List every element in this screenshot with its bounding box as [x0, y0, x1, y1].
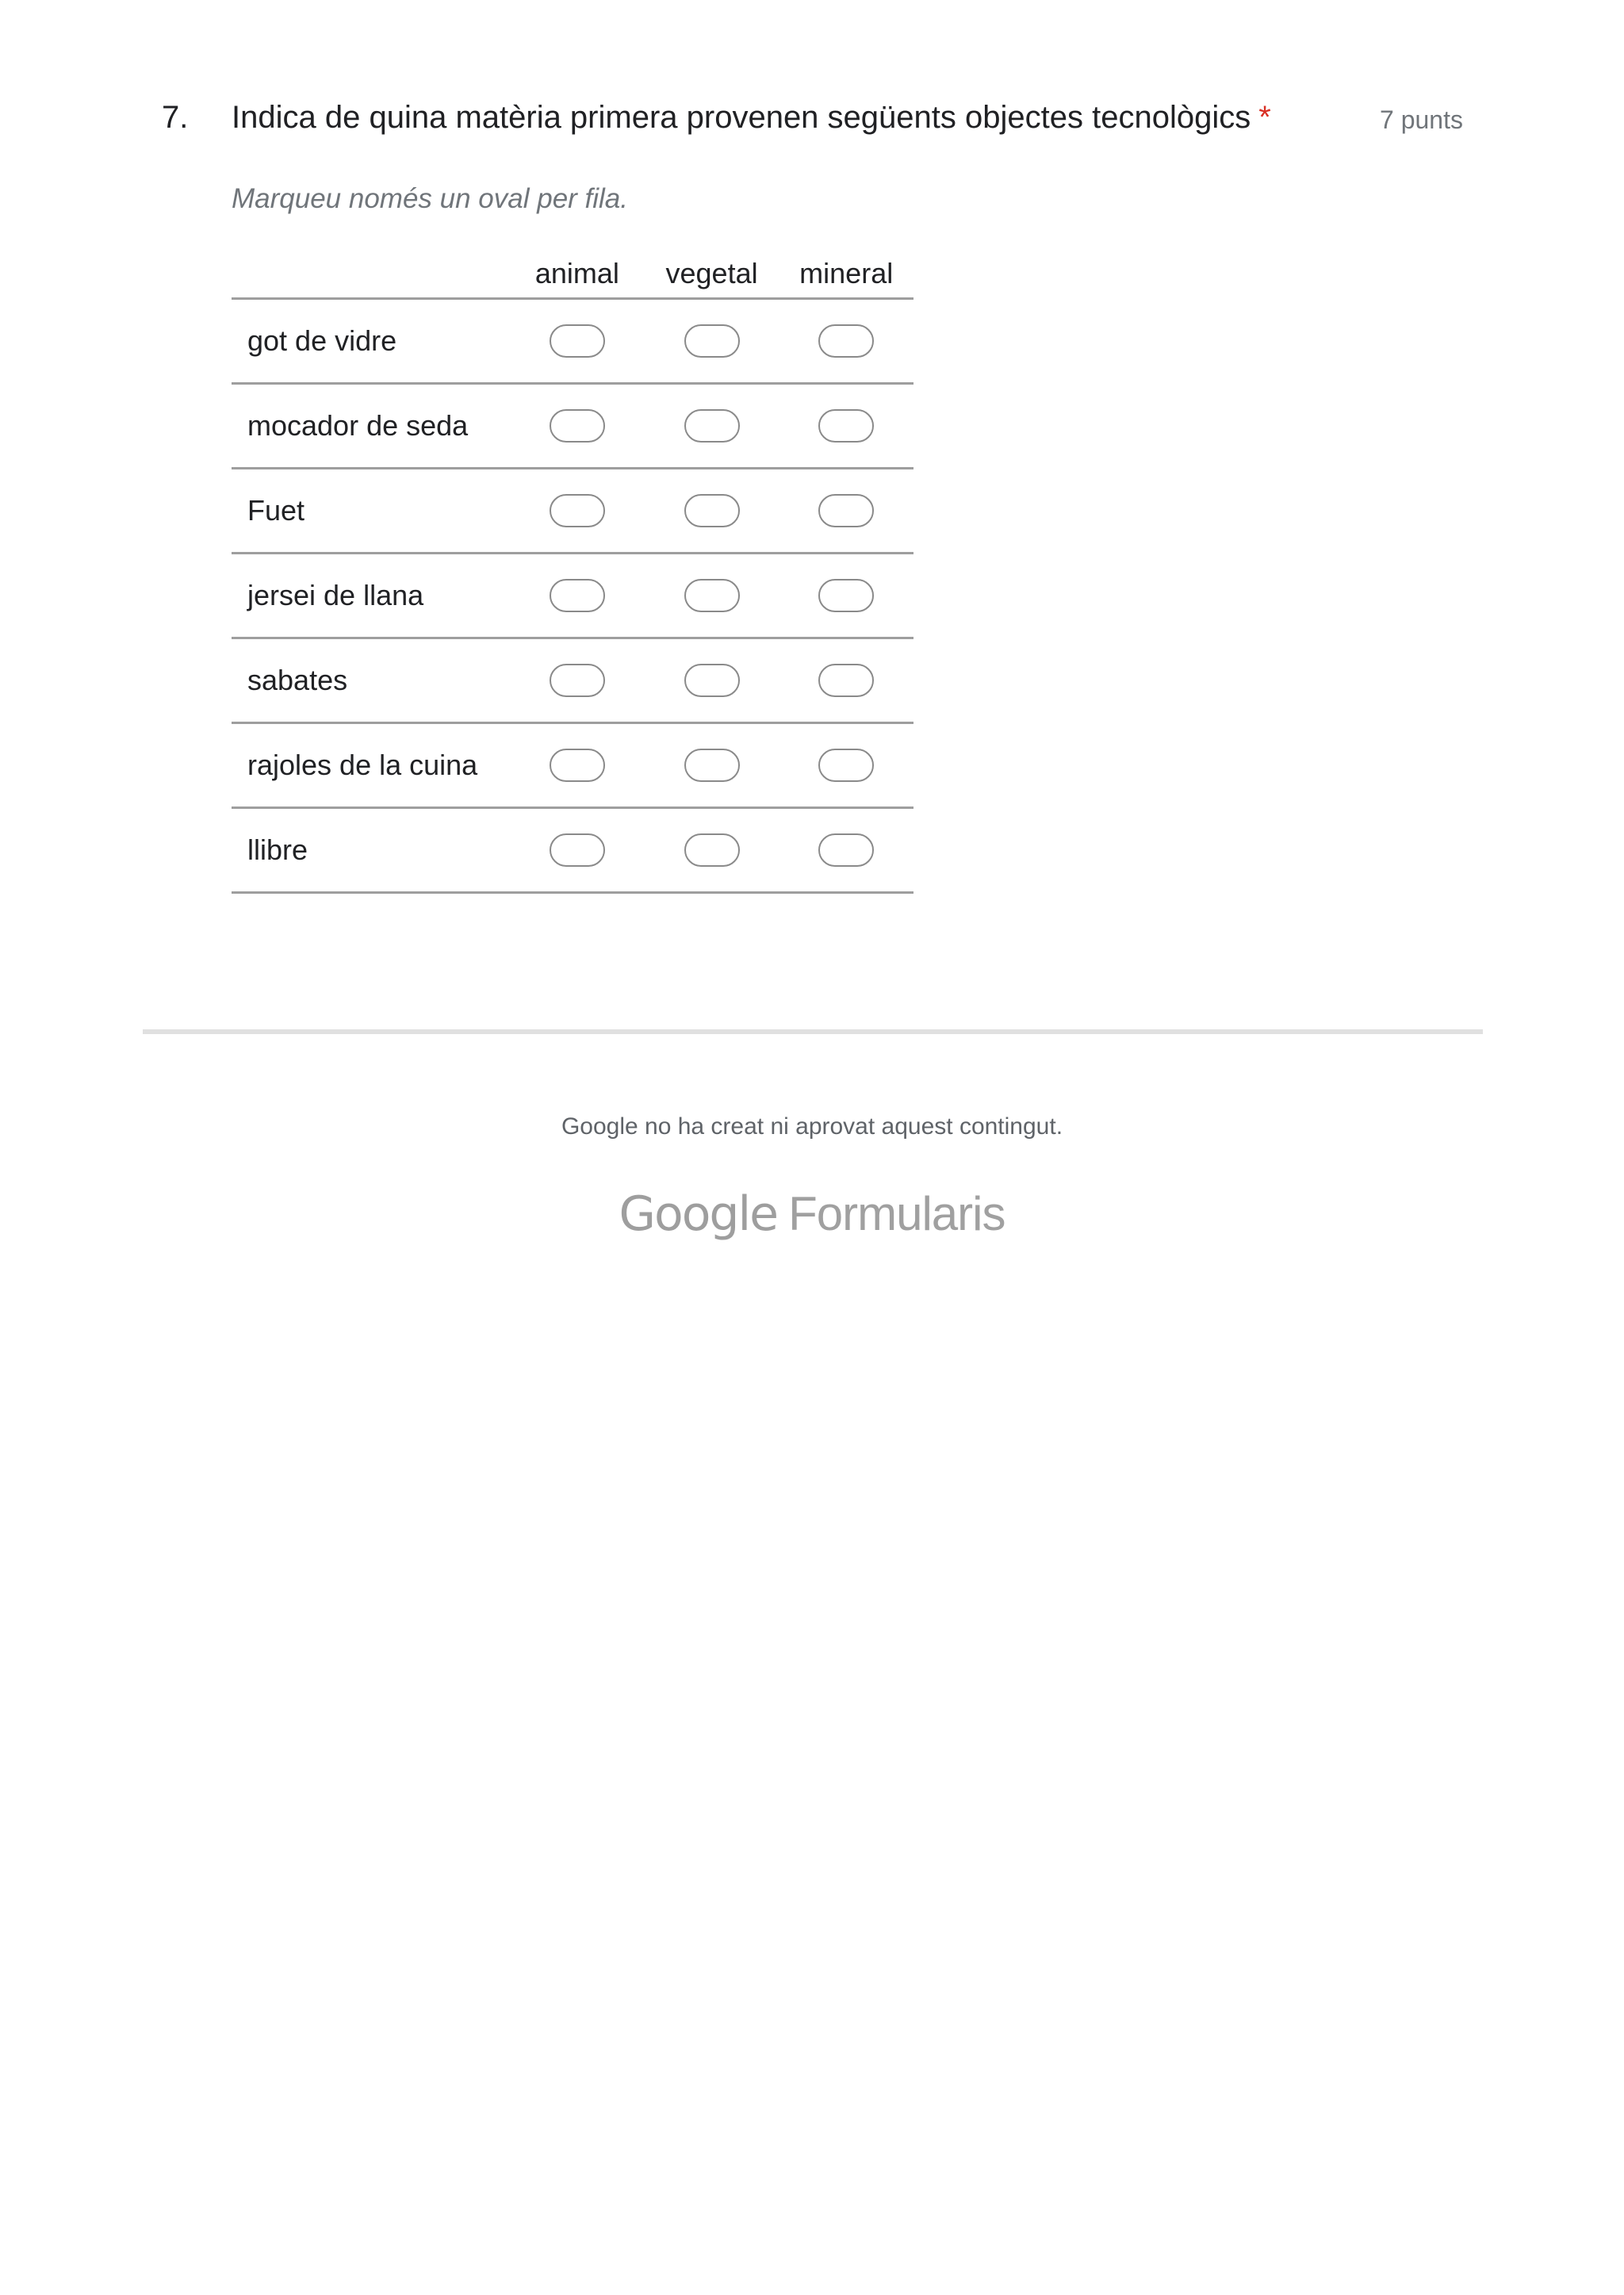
grid-cell [510, 579, 645, 612]
radio-oval-animal[interactable] [550, 324, 605, 358]
question-title-text: Indica de quina matèria primera provenen següents objectes tecnològics [232, 100, 1251, 135]
radio-oval-animal[interactable] [550, 833, 605, 867]
grid-header [232, 249, 914, 300]
footer-disclaimer: Google no ha creat ni aprovat aquest contingut. [561, 1113, 1063, 1140]
google-forms-logo [0, 1186, 1624, 1242]
grid-cell [645, 579, 779, 612]
radio-oval-mineral[interactable] [818, 409, 874, 443]
grid-cell [510, 494, 645, 527]
radio-oval-mineral[interactable] [818, 833, 874, 867]
grid-cell [645, 833, 779, 867]
radio-oval-vegetal[interactable] [684, 324, 740, 358]
column-header-vegetal: vegetal [665, 257, 758, 289]
grid-cell [645, 494, 779, 527]
radio-oval-mineral[interactable] [818, 749, 874, 782]
grid-row [232, 300, 914, 385]
radio-oval-animal[interactable] [550, 409, 605, 443]
grid-cell [510, 409, 645, 443]
radio-oval-vegetal[interactable] [684, 579, 740, 612]
grid-cell [510, 833, 645, 867]
row-label: jersei de llana [247, 579, 424, 611]
question-number: 7. [162, 100, 189, 135]
grid-row [232, 554, 914, 639]
grid-cell [779, 833, 914, 867]
grid-cell [645, 324, 779, 358]
radio-oval-animal[interactable] [550, 579, 605, 612]
question-title [232, 94, 1350, 141]
radio-oval-mineral[interactable] [818, 664, 874, 697]
radio-oval-vegetal[interactable] [684, 409, 740, 443]
brand-product: Formularis [788, 1187, 1005, 1240]
choice-grid [232, 249, 914, 894]
radio-oval-animal[interactable] [550, 749, 605, 782]
radio-oval-mineral[interactable] [818, 579, 874, 612]
radio-oval-vegetal[interactable] [684, 749, 740, 782]
radio-oval-animal[interactable] [550, 664, 605, 697]
question-help-text: Marqueu només un oval per fila. [232, 183, 628, 214]
row-label: got de vidre [247, 324, 397, 357]
grid-body [232, 300, 914, 894]
row-label: llibre [247, 833, 308, 866]
radio-oval-vegetal[interactable] [684, 494, 740, 527]
grid-row [232, 724, 914, 809]
required-asterisk: * [1258, 100, 1271, 135]
grid-row [232, 469, 914, 554]
grid-row [232, 385, 914, 469]
grid-cell [645, 409, 779, 443]
radio-oval-vegetal[interactable] [684, 664, 740, 697]
brand-google: Google [619, 1186, 778, 1242]
grid-row [232, 809, 914, 894]
grid-row [232, 639, 914, 724]
row-label: rajoles de la cuina [247, 749, 478, 781]
grid-cell [510, 664, 645, 697]
radio-oval-vegetal[interactable] [684, 833, 740, 867]
radio-oval-mineral[interactable] [818, 324, 874, 358]
question-points: 7 punts [1380, 105, 1463, 134]
radio-oval-mineral[interactable] [818, 494, 874, 527]
footer-divider [143, 1029, 1483, 1034]
column-header-mineral: mineral [799, 257, 894, 289]
grid-cell [779, 494, 914, 527]
radio-oval-animal[interactable] [550, 494, 605, 527]
grid-cell [779, 324, 914, 358]
row-label: Fuet [247, 494, 305, 527]
grid-cell [510, 749, 645, 782]
grid-cell [779, 579, 914, 612]
grid-cell [510, 324, 645, 358]
column-header-animal: animal [534, 257, 619, 289]
grid-cell [779, 664, 914, 697]
row-label: sabates [247, 664, 348, 696]
grid-cell [645, 664, 779, 697]
grid-cell [779, 749, 914, 782]
grid-cell [779, 409, 914, 443]
grid-cell [645, 749, 779, 782]
row-label: mocador de seda [247, 409, 469, 442]
grid-header-spacer [232, 249, 510, 297]
